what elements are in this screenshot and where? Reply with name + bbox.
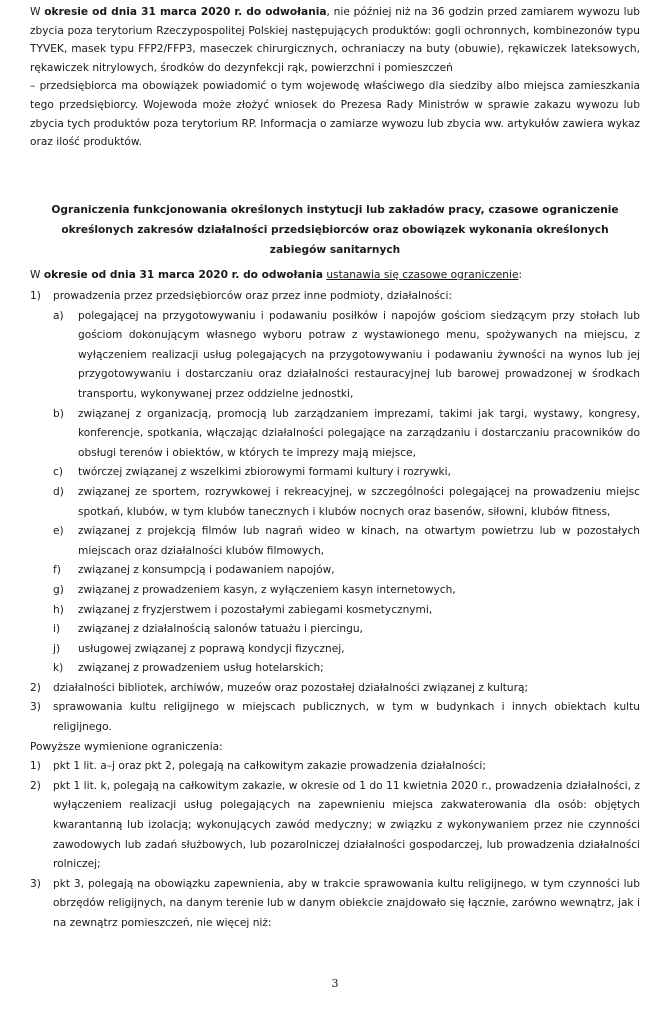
list-subitem: e) związanej z projekcją filmów lub nagrań wideo w kinach, na otwartym powietrzu lub w pozostałych miejscach oraz działalności klubów filmowych,: [53, 525, 640, 557]
list-subitem: a) polegającej na przygotowywaniu i podawaniu posiłków i napojów gościom siedzącym przy stołach lub gościom dokonującym własnego wyboru potraw z wystawionego menu, spożywanych na miejscu, z wyłączeniem realizacji usług polegających na przygotowywaniu i podawaniu żywności na wynos lub jej przygotowywaniu i dostarczaniu oraz działalności restauracyjnej lub barowej prowadzonej w środkach transportu, wykonywanej przez oddzielne jednostki,: [53, 309, 640, 400]
intro-date-bold: okresie od dnia 31 marca 2020 r. do odwołania: [43, 269, 323, 281]
list-subitem: h) związanej z fryzjerstwem i pozostałymi zabiegami kosmetycznymi,: [53, 603, 433, 616]
list-item: 2) pkt 1 lit. k, polegają na całkowitym zakazie, w okresie od 1 do 11 kwietnia 2020 r., prowadzenia działalności, z wyłączeniem realizacji usług polegających na zapewnieniu miejsca zakwaterowania dla osób: objętych kwarantanną lub izolacją; wykonujących zawód medyczny; w związku z wykonywaniem przez nie czynności zawodowych lub zadań służbowych, lub pozarolniczej działalności gospodarczej, lub prowadzenia działalności rolniczej;: [30, 779, 640, 871]
list-subitem: f) związanej z konsumpcją i podawaniem napojów,: [53, 564, 335, 577]
restriction-intro: W okresie od dnia 31 marca 2020 r. do odwołania ustanawia się czasowe ograniczenie:: [30, 269, 523, 281]
restrictions-label: Powyższe wymienione ograniczenia:: [30, 740, 223, 753]
list-item: 3) pkt 3, polegają na obowiązku zapewnienia, aby w trakcie sprawowania kultu religijnego, w tym czynności lub obrzędów religijnych, na danym terenie lub w danym obiekcie znajdowało się łącznie, zarówno wewnątrz, jak i na zewnątrz pomieszczeń, nie więcej niż:: [30, 877, 640, 929]
list-item: 1) prowadzenia przez przedsiębiorców oraz przez inne podmioty, działalności:: [30, 290, 453, 302]
restriction-list: [30, 287, 640, 934]
heading-line-1: Ograniczenia funkcjonowania określonych instytucji lub zakładów pracy, czasowe ograniczenie: [51, 204, 619, 216]
list-subitem: j) usługowej związanej z poprawą kondycji fizycznej,: [53, 642, 345, 655]
export-notice-paragraph: [30, 3, 640, 152]
list-subitem: i) związanej z działalnością salonów tatuażu i piercingu,: [53, 623, 363, 636]
list-subitem: g) związanej z prowadzeniem kasyn, z wyłączeniem kasyn internetowych,: [53, 583, 456, 596]
list-subitem: b) związanej z organizacją, promocją lub zarządzaniem imprezami, takimi jak targi, wystawy, kongresy, konferencje, spotkania, włączając działalności polegające na zarządzaniu i dostarczaniu pracowników do obsługi terenów i obiektów, w których te imprezy mają miejsce,: [53, 407, 640, 459]
list-subitem: d) związanej ze sportem, rozrywkowej i rekreacyjnej, w szczególności polegającej na prowadzeniu miejsc spotkań, klubów, w tym klubów tanecznych i klubów nocnych oraz basenów, siłowni, klubów fitness,: [53, 485, 640, 518]
list-item: 1) pkt 1 lit. a–j oraz pkt 2, polegają na całkowitym zakazie prowadzenia działalności;: [30, 760, 486, 773]
list-item: 3) sprawowania kultu religijnego w miejscach publicznych, w tym w budynkach i innych obiektach kultu religijnego.: [30, 701, 640, 734]
export-notice-text: W okresie od dnia 31 marca 2020 r. do odwołania, nie później niż na 36 godzin przed zamiarem wywozu lub zbycia poza terytorium Rzeczypospolitej Polskiej następujących produktów: gogli ochronnych, kombinezonów typu TYVEK, masek typu FFP2/FFP3, maseczek chirurgicznych, ochraniaczy na buty (obuwie), rękawiczek lateksowych, rękawiczek nitrylowych, środków do dezynfekcji rąk, powierzchni i pomieszczeń: [30, 6, 641, 74]
page-number: 3: [331, 977, 339, 990]
date-range-bold: okresie od dnia 31 marca 2020 r. do odwołania: [44, 6, 327, 18]
section-heading: [30, 200, 640, 261]
list-subitem: k) związanej z prowadzeniem usług hotelarskich;: [53, 662, 324, 675]
intro-underline: ustanawia się czasowe ograniczenie: [326, 269, 519, 281]
heading-line-2: określonych zakresów działalności przedsiębiorców oraz obowiązek wykonania określonych: [61, 224, 609, 237]
list-subitem: c) twórczej związanej z wszelkimi zbiorowymi formami kultury i rozrywki,: [53, 466, 451, 479]
list-item: 2) działalności bibliotek, archiwów, muzeów oraz pozostałej działalności związanej z kulturą;: [30, 681, 529, 694]
export-notice-continuation: – przedsiębiorca ma obowiązek powiadomić o tym wojewodę właściwego dla siedziby albo miejsca zamieszkania tego przedsiębiorcy. Wojewoda może złożyć wniosek do Prezesa Rady Ministrów w sprawie zakazu wywozu lub zbycia tych produktów poza terytorium RP. Informacja o zamiarze wywozu lub zbycia ww. artykułów zawiera wykaz oraz ilość produktów.: [30, 80, 640, 149]
heading-line-3: zabiegów sanitarnych: [269, 244, 401, 257]
